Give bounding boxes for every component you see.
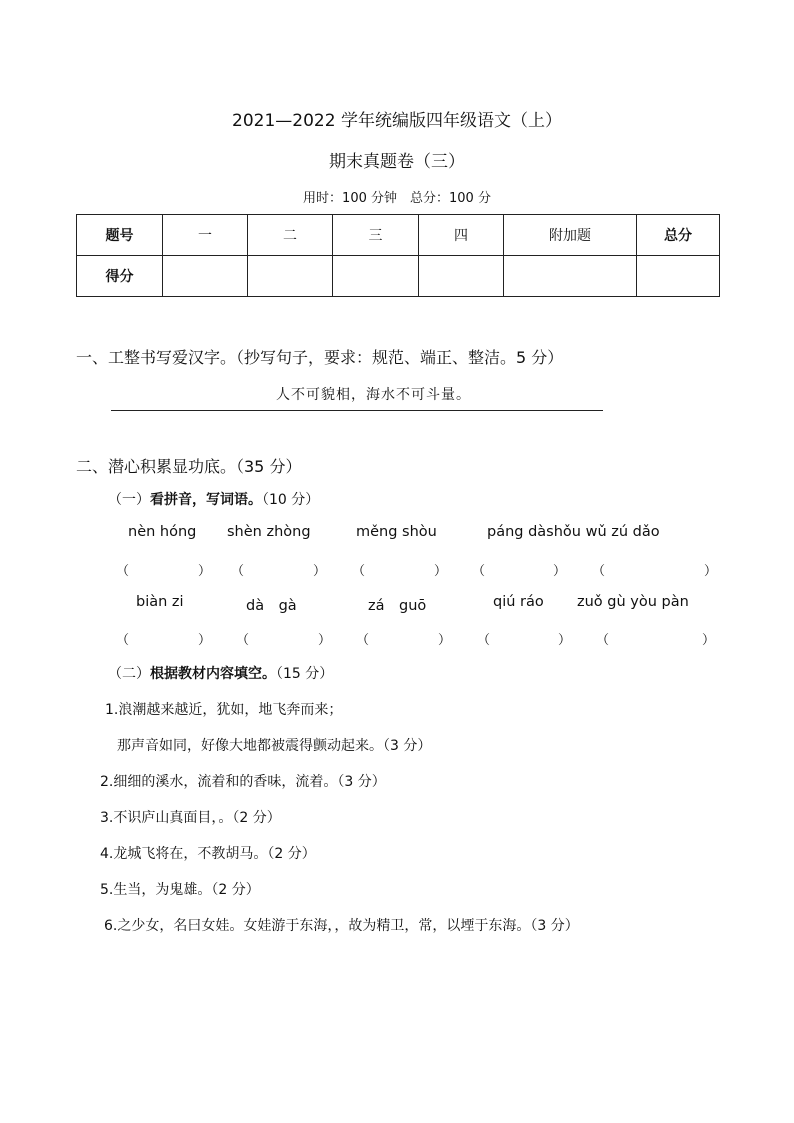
answer-close-9: ） <box>558 633 572 648</box>
score-table-score-row <box>77 256 720 297</box>
answer-close-8: ） <box>438 633 452 648</box>
answer-open-2: （ <box>231 564 245 579</box>
answer-close-10: ） <box>702 633 716 648</box>
table-cell-section-3: 三 <box>333 215 419 256</box>
pinyin-8: qiú ráo <box>493 594 544 610</box>
table-cell-section-1: 一 <box>163 215 248 256</box>
score-input-bonus[interactable] <box>504 256 637 297</box>
part1-heading-suffix: （10 分） <box>262 492 320 508</box>
pinyin-9: zuǒ gù yòu pàn <box>577 594 689 610</box>
fill-line-5: 5.生当，为鬼雄。（2 分） <box>100 882 260 898</box>
fill-line-1-cont: 那声音如同，好像大地都被震得颤动起来。（3 分） <box>117 738 432 754</box>
pinyin-4: páng dàshǒu wǔ zú dǎo <box>487 524 660 540</box>
table-cell-section-2: 二 <box>248 215 333 256</box>
pinyin-3: měng shòu <box>356 524 437 540</box>
answer-open-3: （ <box>352 564 366 579</box>
answer-open-4: （ <box>472 564 486 579</box>
part2-heading-prefix: （二） <box>108 666 150 682</box>
score-input-3[interactable] <box>333 256 419 297</box>
part1-heading-bold: 看拼音，写词语。 <box>150 492 262 508</box>
table-cell-bonus: 附加题 <box>504 215 637 256</box>
answer-open-10: （ <box>596 633 610 648</box>
answer-close-6: ） <box>198 633 212 648</box>
score-input-total[interactable] <box>637 256 720 297</box>
part1-heading-prefix: （一） <box>108 492 150 508</box>
answer-close-5: ） <box>704 564 718 579</box>
answer-close-2: ） <box>313 564 327 579</box>
part2-heading-bold: 根据教材内容填空。 <box>150 666 276 682</box>
answer-open-9: （ <box>477 633 491 648</box>
answer-open-7: （ <box>236 633 250 648</box>
section2-heading: 二、潜心积累显功底。（35 分） <box>76 457 302 476</box>
writing-line[interactable] <box>111 410 603 411</box>
copy-sentence: 人不可貌相，海水不可斗量。 <box>276 387 471 403</box>
answer-open-8: （ <box>356 633 370 648</box>
pinyin-5: biàn zi <box>136 594 184 610</box>
answer-open-1: （ <box>116 564 130 579</box>
answer-open-5: （ <box>592 564 606 579</box>
pinyin-2: shèn zhòng <box>227 524 311 540</box>
score-input-1[interactable] <box>163 256 248 297</box>
score-table-header-row <box>77 215 720 256</box>
fill-line-1: 1.浪潮越来越近，犹如，地飞奔而来； <box>105 702 343 718</box>
pinyin-6: dà gà <box>246 598 297 614</box>
table-cell-total: 总分 <box>637 215 720 256</box>
answer-close-4: ） <box>553 564 567 579</box>
answer-close-1: ） <box>198 564 212 579</box>
pinyin-1: nèn hóng <box>128 524 197 540</box>
answer-close-3: ） <box>434 564 448 579</box>
exam-subtitle: 期末真题卷（三） <box>329 152 465 172</box>
table-cell-section-4: 四 <box>419 215 504 256</box>
fill-line-3: 3.不识庐山真面目，。（2 分） <box>100 810 281 826</box>
fill-line-2: 2.细细的溪水，流着和的香味，流着。（3 分） <box>100 774 386 790</box>
section1-heading: 一、工整书写爱汉字。（抄写句子，要求：规范、端正、整洁。5 分） <box>76 348 564 367</box>
score-input-2[interactable] <box>248 256 333 297</box>
exam-title: 2021—2022 学年统编版四年级语文（上） <box>232 111 562 131</box>
fill-line-6: 6.之少女，名曰女娃。女娃游于东海，，故为精卫，常，以堙于东海。（3 分） <box>104 918 579 934</box>
time-and-total-info: 用时：100 分钟 总分：100 分 <box>303 191 491 206</box>
answer-close-7: ） <box>318 633 332 648</box>
score-table <box>76 214 720 297</box>
part1-heading <box>108 489 319 509</box>
answer-open-6: （ <box>116 633 130 648</box>
table-cell-score-label: 得分 <box>77 256 163 297</box>
part2-heading <box>108 663 333 683</box>
fill-line-4: 4.龙城飞将在，不教胡马。（2 分） <box>100 846 316 862</box>
table-cell-question-number: 题号 <box>77 215 163 256</box>
score-input-4[interactable] <box>419 256 504 297</box>
pinyin-7: zá guō <box>368 598 427 614</box>
part2-heading-suffix: （15 分） <box>276 666 334 682</box>
